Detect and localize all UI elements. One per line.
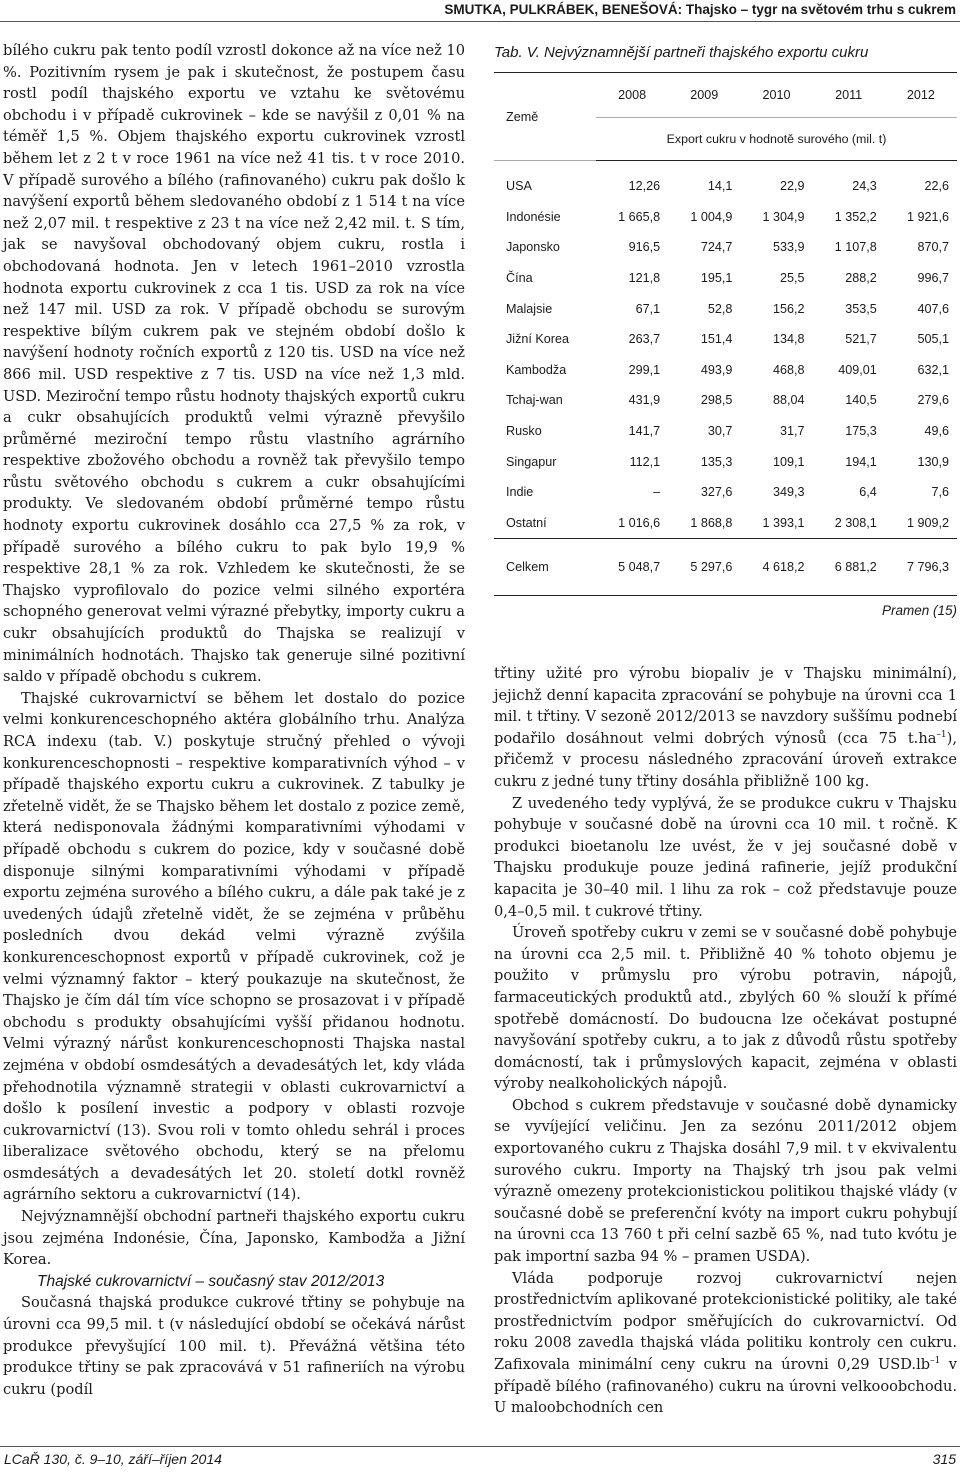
left-column <box>3 40 465 1400</box>
right-paragraph-2: Z uvedeného tedy vyplývá, že se produkce cukru v Thajsku pohybuje v současné době na úrovni cca 10 mil. t ročně. K produkci bioetanolu lze uvést, že v jej současné době v Thajsku produkuje pouze jediná rafinerie, jejíž produkční kapacita je 30–40 mil. l lihu za rok – což představuje pouze 0,4–0,5 mil. t cukrové třtiny. <box>494 794 957 920</box>
value-cell: 1 352,2 <box>834 209 877 224</box>
value-cell: 263,7 <box>628 332 661 347</box>
value-cell: 109,1 <box>773 454 805 469</box>
value-cell: 632,1 <box>917 362 949 377</box>
value-cell: 916,5 <box>628 240 661 255</box>
section-paragraph: Současná thajská produkce cukrové třtiny se pohybuje na úrovni cca 99,5 mil. t (v následující období se očekává nárůst produkce převyšující 100 mil. t). Převážná většina této produkce třtiny se pak zpracovává v 51 rafineriích na výrobu cukru (podíl <box>3 1294 465 1398</box>
year-header: 2010 <box>740 73 812 118</box>
year-header: 2012 <box>885 73 957 118</box>
total-row <box>494 539 957 596</box>
export-partners-table <box>494 72 957 596</box>
value-cell: 468,8 <box>773 362 805 377</box>
table-caption: Tab. V. Nejvýznamnější partneři thajského exportu cukru <box>494 44 869 61</box>
table-row <box>494 324 957 355</box>
page-footer <box>0 1446 960 1472</box>
value-cell: 1 909,2 <box>906 515 949 530</box>
table-row <box>494 202 957 233</box>
value-cell: 298,5 <box>700 393 733 408</box>
value-cell: 1 304,9 <box>762 209 805 224</box>
value-cell: 533,9 <box>773 240 805 255</box>
value-cell: 521,7 <box>845 332 877 347</box>
value-cell: 67,1 <box>635 301 661 316</box>
right-paragraph-4: Obchod s cukrem představuje v současné době dynamicky se vyvíjející veličinu. Jen za sezónu 2011/2012 objem exportovaného cukru z Thajska dosáhl 7,9 mil. t v ekvivalentu surového cukru. Importy na Thajský trh jsou pak velmi výrazně omezeny protekcionistickou politikou thajské vlády (v současné době se preferenční kvóty na import cukru pohybují na úrovni cca 13 760 t při celní sazbě 65 %, nad tuto kvótu je pak importní sazba 94 % – pramen USDA). <box>494 1096 957 1266</box>
country-cell: USA <box>506 179 532 194</box>
right-paragraph-1-text-end: ), přičemž v procesu následného zpracování úroveň extrakce cukru z jedné tuny třtiny dosáhla přibližně 100 kg. <box>494 729 957 790</box>
superscript: –1 <box>936 729 947 740</box>
country-cell: Jižní Korea <box>506 332 569 347</box>
value-cell: 31,7 <box>780 424 805 439</box>
value-cell: 299,1 <box>628 362 661 377</box>
year-header: 2009 <box>668 73 740 118</box>
value-cell: 1 921,6 <box>906 209 949 224</box>
journal-citation: LCaŘ 130, č. 9–10, září–říjen 2014 <box>4 1451 222 1467</box>
country-cell: Japonsko <box>506 240 560 255</box>
value-cell: 140,5 <box>845 393 877 408</box>
superscript: –1 <box>930 1356 941 1367</box>
value-cell: 353,5 <box>845 301 877 316</box>
country-header: Země <box>494 73 596 161</box>
value-cell: 409,01 <box>838 362 877 377</box>
value-cell: 505,1 <box>917 332 949 347</box>
value-cell: 1 393,1 <box>762 515 805 530</box>
country-cell: Tchaj-wan <box>506 393 563 408</box>
value-cell: 407,6 <box>917 301 949 316</box>
right-paragraph-3: Úroveň spotřeby cukru v zemi se v současné době pohybuje na úrovni cca 2,5 mil. t. Přibližně 40 % tohoto objemu je použito v průmyslu pro výrobu potravin, nápojů, farmaceutických produktů atd., zbylých 60 % slouží k přímé spotřebě domácností. Do budoucna lze očekávat postupné navyšování spotřeby cukru, a to jak z důvodů růstu spotřeby domácností, tak i průmyslových kapacit, zejména v oblasti výroby nealkoholických nápojů. <box>494 924 957 1093</box>
value-cell: 1 868,8 <box>690 515 733 530</box>
country-cell: Malajsie <box>506 301 553 316</box>
value-cell: 135,3 <box>700 454 733 469</box>
value-cell: 156,2 <box>773 301 805 316</box>
value-cell: 134,8 <box>773 332 805 347</box>
value-cell: 870,7 <box>917 240 949 255</box>
country-cell: Indonésie <box>506 209 561 224</box>
value-cell: 14,1 <box>707 179 733 194</box>
value-cell: 5 297,6 <box>668 539 740 596</box>
value-cell: 49,6 <box>924 424 949 439</box>
value-cell: 431,9 <box>628 393 661 408</box>
value-cell: 141,7 <box>628 424 661 439</box>
value-cell: 327,6 <box>700 485 733 500</box>
value-cell: 30,7 <box>707 424 733 439</box>
right-paragraph-5-text-end: v případě bílého (rafinovaného) cukru na úrovni velkooobchodu. U maloobchodních cen <box>494 1356 957 1417</box>
table-row <box>494 446 957 477</box>
value-cell: 12,26 <box>628 179 661 194</box>
country-cell: Indie <box>506 485 534 500</box>
value-cell: 4 618,2 <box>740 539 812 596</box>
table-row <box>494 385 957 416</box>
value-cell: 112,1 <box>629 454 661 469</box>
value-cell: 1 016,6 <box>618 515 661 530</box>
table-body <box>494 161 957 596</box>
table-row <box>494 161 957 202</box>
right-paragraph-1-text: třtiny užité pro výrobu biopaliv je v Thajsku minimální), jejichž denní kapacita zpracování se pohybuje na úrovni cca 1 mil. t třtiny. V sezoně 2012/2013 se navzdory suššímu podnebí podařilo dosáhnout velmi dobrých výnosů (cca 75 t.ha <box>494 665 957 747</box>
country-cell: Celkem <box>494 539 596 596</box>
year-header: 2011 <box>813 73 885 118</box>
country-cell: Ostatní <box>506 515 547 530</box>
right-paragraph-5 <box>494 1268 957 1419</box>
table-row <box>494 232 957 263</box>
value-cell: 996,7 <box>917 271 949 286</box>
value-cell: 195,1 <box>700 271 733 286</box>
table-row <box>494 355 957 386</box>
running-title: SMUTKA, PULKRÁBEK, BENEŠOVÁ: Thajsko – tygr na světovém trhu s cukrem <box>444 2 956 17</box>
value-cell: 121,8 <box>628 271 661 286</box>
left-paragraph-1: bílého cukru pak tento podíl vzrostl dokonce až na více než 10 %. Pozitivním rysem je pak i skutečnost, že postupem času rostl podíl thajského exportu ve vztahu ke světovému obchodu i v případě cukrovinek – kde se navýšil z 0,01 % na téměř 1,5 %. Objem thajského exportu cukrovinek vzrostl během let z 2 t v roce 1961 na více než 41 tis. t v roce 2010. V případě surového a bílého (rafinovaného) cukru pak došlo k navýšení exportů během sledovaného období z 1 514 t na více než 2,07 mil. t respektive z 23 t na více než 2,42 mil. t. S tím, jak se navyšoval obchodovaný objem cukru, rostla i obchodovaná hodnota. Jen v letech 1961–2010 vzrostla hodnota exportu cukrovinek z cca 1 tis. USD za rok na více než 147 mil. USD za rok. V případě obchodu se surovým respektive bílým cukrem pak ve stejném období došlo k navýšení hodnoty ročních exportů z 120 tis. USD na více než 866 mil. USD respektive z 7 tis. USD na více než 1,3 mld. USD. Meziroční tempo růstu hodnoty thajských exportů cukru a cukr obsahujících produktů velmi výrazně převyšilo průměrné meziroční tempo růstu vlastního agrárního respektive zbožového obchodu a rovněž tak převyšilo tempo růstu světového obchodu s cukrem a cukr obsahujícími produkty. Ve sledovaném období průměrné tempo růstu hodnoty exportu cukrovinek dosáhlo cca 27,5 % za rok, v případě surového a bílého cukru to pak bylo 19,9 % respektive 28,1 % za rok. Vzhledem ke skutečnosti, že se Thajsko vyprofilovalo do pozice velmi silného exportéra schopného generovat velmi výrazné přebytky, importy cukru a cukr obsahujících produktů do Thajska se realizují v minimálních hodnotách. Thajsko tak generuje silné pozitivní saldo v případě obchodu s cukrem. <box>3 42 465 686</box>
value-cell: 88,04 <box>773 393 805 408</box>
value-cell: 194,1 <box>845 454 877 469</box>
value-cell: 7 796,3 <box>885 539 957 596</box>
value-cell: 130,9 <box>917 454 949 469</box>
value-cell: 1 665,8 <box>618 209 661 224</box>
value-cell: 25,5 <box>780 271 805 286</box>
left-paragraph-3: Nejvýznamnější obchodní partneři thajského exportu cukru jsou zejména Indonésie, Čína, Japonsko, Kambodža a Jižní Korea. <box>3 1208 465 1269</box>
country-cell: Čína <box>506 271 533 286</box>
value-cell: 7,6 <box>931 485 949 500</box>
section-heading: Thajské cukrovarnictví – současný stav 2012/2013 <box>37 1272 385 1290</box>
table-source: Pramen (15) <box>881 603 957 618</box>
page-number: 315 <box>932 1451 956 1467</box>
table-row <box>494 263 957 294</box>
value-cell: 6 881,2 <box>813 539 885 596</box>
value-cell: – <box>653 485 661 500</box>
value-cell: 1 004,9 <box>690 209 733 224</box>
value-cell: 151,4 <box>700 332 733 347</box>
year-header: 2008 <box>596 73 668 118</box>
value-cell: 288,2 <box>845 271 877 286</box>
country-cell: Singapur <box>506 454 557 469</box>
value-cell: 24,3 <box>852 179 877 194</box>
unit-header: Export cukru v hodnotě surového (mil. t) <box>596 118 957 161</box>
value-cell: 493,9 <box>700 362 733 377</box>
value-cell: 349,3 <box>773 485 805 500</box>
value-cell: 279,6 <box>917 393 949 408</box>
table-row <box>494 293 957 324</box>
value-cell: 22,9 <box>780 179 805 194</box>
table-row <box>494 508 957 539</box>
value-cell: 175,3 <box>845 424 877 439</box>
value-cell: 5 048,7 <box>596 539 668 596</box>
value-cell: 724,7 <box>700 240 733 255</box>
value-cell: 6,4 <box>859 485 877 500</box>
value-cell: 1 107,8 <box>834 240 877 255</box>
left-paragraph-2: Thajské cukrovarnictví se během let dostalo do pozice velmi konkurenceschopného aktéra globálního trhu. Analýza RCA indexu (tab. V.) poskytuje stručný přehled o vývoji konkurenceschopnosti – respektive komparativních výhod – v případě thajského exportu cukru a cukrovinek. Z tabulky je zřetelně vidět, že se Thajsko během let dostalo z pozice země, která nedisponovala žádnými komparativními výhodami v případě obchodu s cukrem do pozice, kdy v současné době disponuje silnými komparativními výhodami v případě exportu zejména surového a bílého cukru, a dále pak také je z uvedených údajů zřetelně vidět, že se zejména v průběhu posledních dvou dekád velmi výrazně zvýšila konkurenceschopnost exportů v případě cukrovinek, což je velmi významný faktor – který poukazuje na skutečnost, že Thajsko je čím dál tím více schopno se prosazovat i v případě obchodu s produkty obsahujícími vyšší přidanou hodnotu. Velmi výrazný nárůst konkurenceschopnosti Thajska nastal zejména v období osmdesátých a devadesátých let, kdy vláda přehodnotila významně strategii v oblasti cukrovarnictví a došlo k posílení investic a podpory v oblasti rozvoje cukrovarnictví (13). Svou roli v tomto ohledu sehrál i proces liberalizace světového obchodu, který se na přelomu osmdesátých a devadesátých let 20. století dotkl rovněž agrárního sektoru a cukrovarnictví (14). <box>3 689 465 1204</box>
table-row <box>494 477 957 508</box>
value-cell: 22,6 <box>924 179 949 194</box>
right-column <box>494 663 957 1419</box>
country-cell: Kambodža <box>506 362 567 377</box>
right-paragraph-1 <box>494 663 957 793</box>
right-paragraph-5-text: Vláda podporuje rozvoj cukrovarnictví nejen prostřednictvím aplikované protekcionistické politiky, ale také prostřednictvím podpor směřujících do cukrovarnictví. Od roku 2008 zavedla thajská vláda politiku kontroly cen cukru. Zafixovala minimální ceny cukru na úrovni 0,29 USD.lb <box>494 1269 957 1373</box>
running-header <box>0 0 960 22</box>
value-cell: 52,8 <box>707 301 733 316</box>
table-row <box>494 416 957 447</box>
country-cell: Rusko <box>506 424 542 439</box>
value-cell: 2 308,1 <box>834 515 877 530</box>
